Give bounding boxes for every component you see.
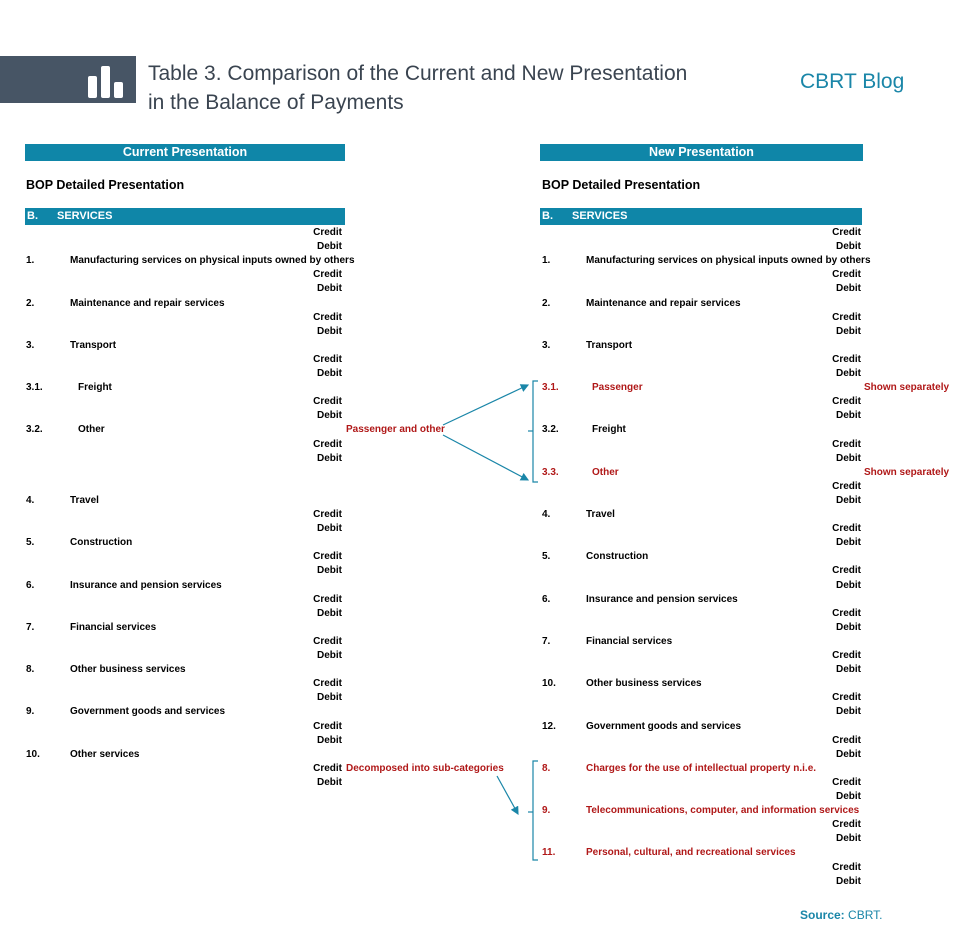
debit-label: Debit [317,565,342,577]
item-label: Freight [78,382,112,394]
item-number: 6. [542,593,551,605]
item-label: Construction [70,537,133,549]
debit-label: Debit [317,650,342,661]
credit-label: Credit [832,861,861,873]
item-label: Insurance and pension services [70,579,222,591]
debit-label: Debit [836,241,861,253]
item-label: Telecommunications, computer, and information services [586,805,860,817]
item-label: Manufacturing services on physical inputs owned by others [70,255,355,267]
item-number: 8. [542,762,551,774]
debit-label: Debit [836,325,861,337]
debit-label: Debit [317,734,342,746]
item-label: Transport [70,339,117,351]
credit-label: Credit [832,227,861,238]
credit-label: Credit [832,776,861,788]
source-note [800,908,882,922]
debit-label: Debit [836,791,861,802]
credit-label: Credit [832,523,861,535]
item-number: 3.2. [542,424,559,436]
credit-label: Credit [313,438,342,450]
debit-label: Debit [317,692,342,704]
item-label: Other business services [70,664,186,676]
debit-label: Debit [836,368,861,379]
credit-label: Credit [313,762,342,774]
debit-label: Debit [317,523,342,535]
debit-label: Debit [836,537,861,549]
credit-label: Credit [313,593,342,605]
annotation-passenger-other: Passenger and other [346,424,445,435]
debit-label: Debit [836,452,861,464]
credit-label: Credit [832,480,861,492]
credit-label: Credit [313,509,342,520]
current-subhead: BOP Detailed Presentation [26,178,185,192]
debit-label: Debit [317,776,342,788]
item-label: Maintenance and repair services [70,297,225,309]
credit-label: Credit [832,396,861,408]
item-number: 3. [26,339,35,351]
debit-label: Debit [836,579,861,591]
bracket-other-services [533,761,538,860]
item-number: 5. [26,537,35,549]
item-label: Financial services [70,621,157,633]
item-number: 12. [542,720,556,732]
title-line2: in the Balance of Payments [148,91,404,114]
item-number: 7. [26,621,35,633]
current-banner-label: Current Presentation [122,145,248,159]
item-label: Travel [70,494,99,506]
credit-label: Credit [313,635,342,647]
bracket-transport [533,381,538,482]
item-label: Travel [586,509,615,520]
item-number: 10. [542,678,556,690]
item-number: 3.2. [26,424,43,436]
arrow-to-other [443,435,528,480]
debit-label: Debit [836,748,861,760]
item-number: 1. [26,255,35,267]
credit-label: Credit [313,227,342,238]
item-label: Freight [592,424,626,436]
credit-label: Credit [832,607,861,619]
new-subhead: BOP Detailed Presentation [542,178,701,192]
item-number: 3.3. [542,466,559,478]
debit-label: Debit [317,410,342,422]
arrow-to-passenger [443,385,528,425]
item-number: 3.1. [26,382,43,394]
item-number: 11. [542,847,556,859]
item-number: 2. [542,297,551,309]
annotation-decomposed: Decomposed into sub-categories [346,763,504,774]
credit-label: Credit [313,353,342,365]
arrow-decomposed [497,776,518,814]
credit-label: Credit [313,551,342,563]
credit-label: Credit [832,565,861,577]
debit-label: Debit [836,410,861,422]
item-label: Charges for the use of intellectual property n.i.e. [586,762,817,774]
debit-label: Debit [317,283,342,295]
current-section-num: B. [27,210,38,222]
item-label: Other [592,466,619,478]
item-number: 1. [542,255,551,267]
annotation-shown-separately-1: Shown separately [864,382,950,393]
debit-label: Debit [836,283,861,295]
debit-label: Debit [836,875,861,887]
credit-label: Credit [832,819,861,831]
item-number: 9. [542,805,551,817]
item-number: 9. [26,706,35,718]
item-label: Personal, cultural, and recreational services [586,847,796,859]
title-lead: Table 3. [148,62,222,85]
credit-label: Credit [313,269,342,281]
title-rest: Comparison of the Current and New Presentation [221,62,688,85]
debit-label: Debit [317,607,342,619]
debit-label: Debit [317,368,342,379]
debit-label: Debit [836,664,861,676]
debit-label: Debit [317,241,342,253]
item-label: Construction [586,551,649,563]
item-number: 3.1. [542,382,559,394]
item-number: 6. [26,579,35,591]
debit-label: Debit [836,621,861,633]
credit-label: Credit [832,650,861,661]
new-section-num: B. [542,210,553,222]
credit-label: Credit [832,353,861,365]
debit-label: Debit [836,706,861,718]
brand-logo[interactable]: CBRT Blog [800,70,905,93]
item-number: 10. [26,748,40,760]
item-number: 5. [542,551,551,563]
credit-label: Credit [313,720,342,732]
credit-label: Credit [832,269,861,281]
item-label: Other services [70,748,140,760]
new-section-label: SERVICES [572,210,628,222]
item-number: 4. [542,509,551,520]
debit-label: Debit [317,452,342,464]
current-section-label: SERVICES [57,210,113,222]
item-label: Insurance and pension services [586,593,738,605]
credit-label: Credit [313,311,342,323]
item-label: Other business services [586,678,702,690]
credit-label: Credit [832,311,861,323]
item-label: Government goods and services [70,706,226,718]
debit-label: Debit [836,494,861,506]
credit-label: Credit [313,678,342,690]
item-label: Financial services [586,635,673,647]
item-number: 7. [542,635,551,647]
item-label: Transport [586,339,633,351]
item-label: Passenger [592,382,643,394]
credit-label: Credit [832,438,861,450]
item-label: Maintenance and repair services [586,297,741,309]
credit-label: Credit [832,734,861,746]
new-banner-label: New Presentation [649,145,754,159]
debit-label: Debit [317,325,342,337]
debit-label: Debit [836,833,861,845]
item-number: 8. [26,664,35,676]
credit-label: Credit [313,396,342,408]
item-label: Manufacturing services on physical inputs owned by others [586,255,871,267]
item-number: 2. [26,297,35,309]
source-value: CBRT. [848,908,883,922]
item-label: Other [78,424,105,436]
credit-label: Credit [832,692,861,704]
item-number: 4. [26,494,35,506]
item-number: 3. [542,339,551,351]
annotation-shown-separately-2: Shown separately [864,467,950,478]
source-label: Source: [800,908,845,922]
item-label: Government goods and services [586,720,742,732]
